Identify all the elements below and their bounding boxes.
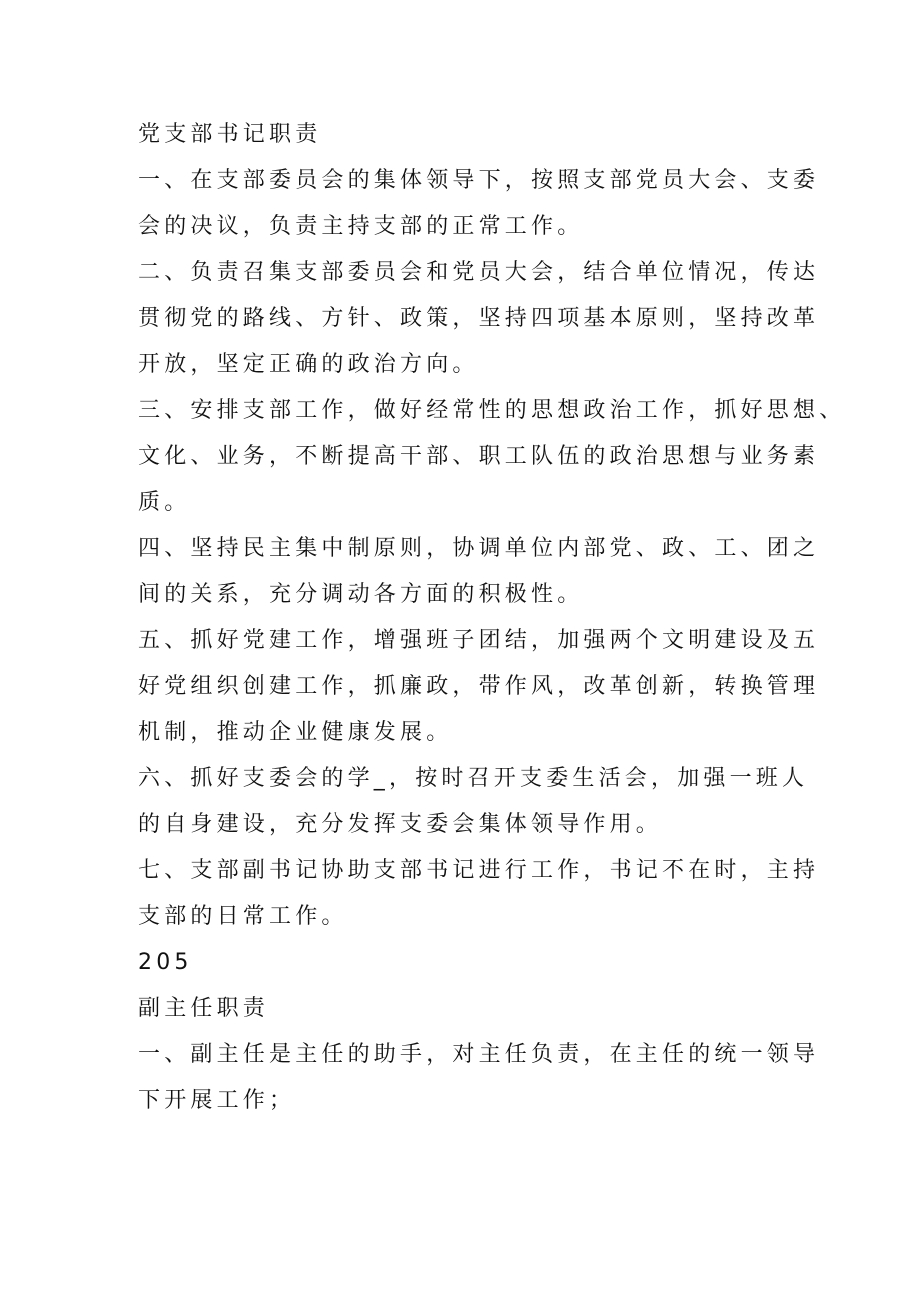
text-line: 二、负责召集支部委员会和党员大会，结合单位情况，传达 xyxy=(138,260,820,285)
text-line: 三、安排支部工作，做好经常性的思想政治工作，抓好思想、 xyxy=(138,398,846,423)
text-line: 质。 xyxy=(138,490,191,515)
text-line: 的自身建设，充分发挥支委会集体领导作用。 xyxy=(138,812,663,837)
page-number: 205 xyxy=(138,950,193,975)
text-line: 开放，坚定正确的政治方向。 xyxy=(138,352,479,377)
text-line: 下开展工作； xyxy=(138,1088,296,1113)
text-line: 一、在支部委员会的集体领导下，按照支部党员大会、支委 xyxy=(138,168,820,193)
text-line: 六、抓好支委会的学_，按时召开支委生活会，加强一班人 xyxy=(138,766,809,791)
text-line: 好党组织创建工作，抓廉政，带作风，改革创新，转换管理 xyxy=(138,674,820,699)
text-line: 支部的日常工作。 xyxy=(138,904,348,929)
text-line: 会的决议，负责主持支部的正常工作。 xyxy=(138,214,584,239)
document-body xyxy=(138,112,846,1124)
text-line: 文化、业务，不断提高干部、职工队伍的政治思想与业务素 xyxy=(138,444,820,469)
section-title: 党支部书记职责 xyxy=(138,122,322,147)
text-line: 一、副主任是主任的助手，对主任负责，在主任的统一领导 xyxy=(138,1042,820,1067)
text-line: 贯彻党的路线、方针、政策，坚持四项基本原则，坚持改革 xyxy=(138,306,820,331)
text-line: 七、支部副书记协助支部书记进行工作，书记不在时，主持 xyxy=(138,858,820,883)
text-line: 四、坚持民主集中制原则，协调单位内部党、政、工、团之 xyxy=(138,536,820,561)
text-line: 机制，推动企业健康发展。 xyxy=(138,720,453,745)
text-line: 间的关系，充分调动各方面的积极性。 xyxy=(138,582,584,607)
section-title: 副主任职责 xyxy=(138,996,270,1021)
text-line: 五、抓好党建工作，增强班子团结，加强两个文明建设及五 xyxy=(138,628,820,653)
